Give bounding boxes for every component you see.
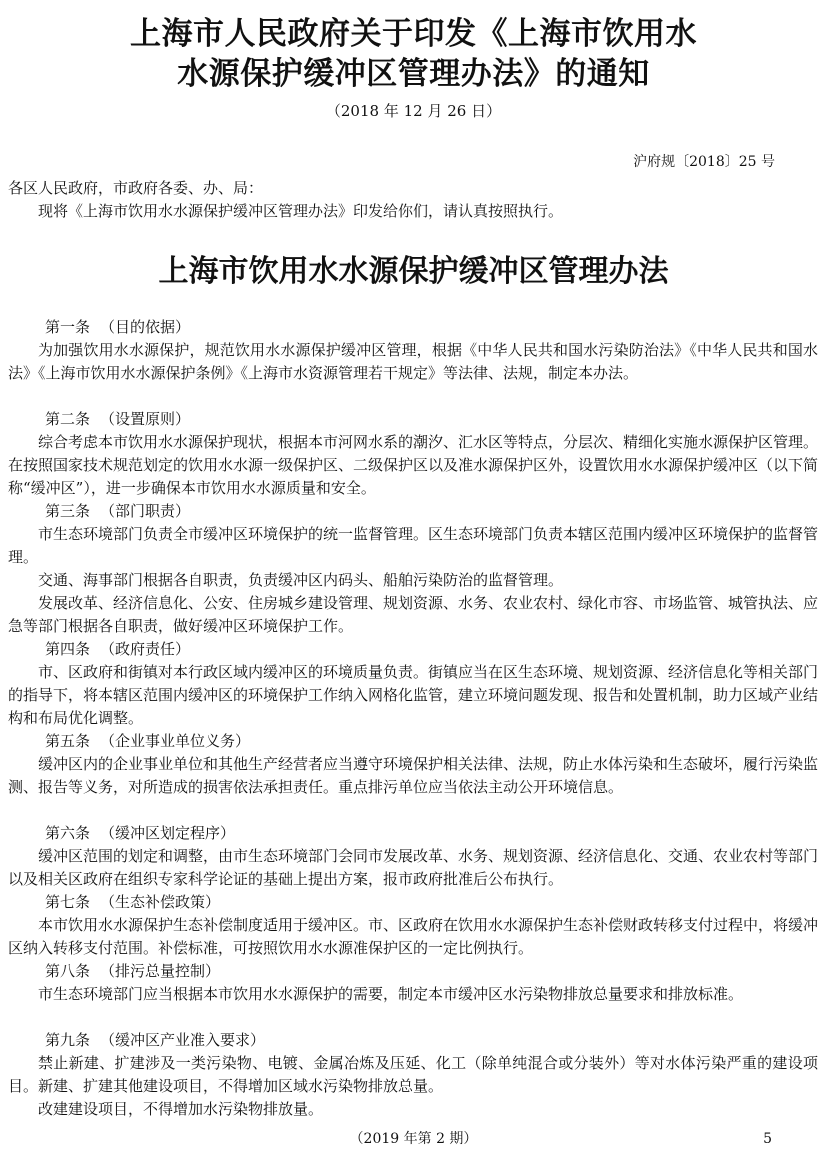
article-paragraph: 缓冲区范围的划定和调整，由市生态环境部门会同市发展改革、水务、规划资源、经济信息化、交通、农业农村等部门以及相关区政府在组织专家科学论证的基础上提出方案，报市政府批准后公布执行。 [8,847,819,888]
article-number: 第七条 [45,893,91,911]
article-paragraph: 本市饮用水水源保护生态补偿制度适用于缓冲区。市、区政府在饮用水水源保护生态补偿财政转移支付过程中，将缓冲区纳入转移支付范围。补偿标准，可按照饮用水水源准保护区的一定比例执行。 [8,916,819,957]
article-paragraph: 综合考虑本市饮用水水源保护现状，根据本市河网水系的潮汐、汇水区等特点，分层次、精细化实施水源保护区管理。在按照国家技术规范划定的饮用水水源一级保护区、二级保护区以及准水源保护区外，设置饮用水水源保护缓冲区（以下简称“缓冲区”），进一步确保本市饮用水水源质量和安全。 [8,433,819,497]
article-paragraph: 改建建设项目，不得增加水污染物排放量。 [38,1100,324,1118]
article-heading [45,891,220,914]
article-topic: （政府责任） [100,640,191,658]
article-paragraph: 缓冲区内的企业事业单位和其他生产经营者应当遵守环境保护相关法律、法规，防止水体污染和生态破坏，履行污染监测、报告等义务，对所造成的损害依法承担责任。重点排污单位应当依法主动公开环境信息。 [8,755,819,796]
article-number: 第九条 [45,1031,91,1049]
page-number: 5 [763,1131,772,1147]
article-paragraph: 交通、海事部门根据各自职责，负责缓冲区内码头、船舶污染防治的监督管理。 [38,571,564,589]
article-topic: （生态补偿政策） [100,893,221,911]
article-topic: （排污总量控制） [100,962,221,980]
article-heading [45,500,190,523]
article-heading [45,960,220,983]
article-number: 第三条 [45,502,91,520]
article-paragraph: 市生态环境部门应当根据本市饮用水水源保护的需要，制定本市缓冲区水污染物排放总量要求和排放标准。 [38,985,744,1003]
article-topic: （目的依据） [100,318,191,336]
article-number: 第一条 [45,318,91,336]
article-number: 第二条 [45,410,91,428]
article-topic: （缓冲区产业准入要求） [100,1031,266,1049]
article-heading [45,822,235,845]
article-number: 第六条 [45,824,91,842]
article-number: 第八条 [45,962,91,980]
footer-issue: （2019 年第 2 期） [349,1131,478,1147]
article-topic: （企业事业单位义务） [100,732,251,750]
document-number: 沪府规〔2018〕25 号 [633,154,775,170]
article-heading [45,730,250,753]
notice-title-line1: 上海市人民政府关于印发《上海市饮用水 [130,16,697,52]
notice-title [0,14,827,94]
article-paragraph: 发展改革、经济信息化、公安、住房城乡建设管理、规划资源、水务、农业农村、绿化市容、市场监管、城管执法、应急等部门根据各自职责，做好缓冲区环境保护工作。 [8,594,819,635]
article-paragraph: 市、区政府和街镇对本行政区域内缓冲区的环境质量负责。街镇应当在区生态环境、规划资源、经济信息化等相关部门的指导下，将本辖区范围内缓冲区的环境保护工作纳入网格化监管，建立环境问题发现、报告和处置机制，助力区域产业结构和布局优化调整。 [8,663,819,727]
notice-date: （2018 年 12 月 26 日） [325,102,502,120]
notice-title-line2: 水源保护缓冲区管理办法》的通知 [177,56,650,92]
notice-addressee: 各区人民政府，市政府各委、办、局： [8,179,264,197]
article-topic: （缓冲区划定程序） [100,824,236,842]
article-paragraph: 禁止新建、扩建涉及一类污染物、电镀、金属冶炼及压延、化工（除单纯混合或分装外）等对水体污染严重的建设项目。新建、扩建其他建设项目，不得增加区域水污染物排放总量。 [8,1054,818,1095]
notice-body: 现将《上海市饮用水水源保护缓冲区管理办法》印发给你们，请认真按照执行。 [38,202,564,220]
article-heading [45,316,190,339]
article-heading [45,408,190,431]
article-heading [45,1029,265,1052]
article-number: 第四条 [45,640,91,658]
article-topic: （设置原则） [100,410,191,428]
article-number: 第五条 [45,732,91,750]
regulation-title: 上海市饮用水水源保护缓冲区管理办法 [158,254,669,289]
article-paragraph: 为加强饮用水水源保护，规范饮用水水源保护缓冲区管理，根据《中华人民共和国水污染防治法》《中华人民共和国水法》《上海市饮用水水源保护条例》《上海市水资源管理若干规定》等法律、法规，制定本办法。 [8,341,818,382]
article-paragraph: 市生态环境部门负责全市缓冲区环境保护的统一监督管理。区生态环境部门负责本辖区范围内缓冲区环境保护的监督管理。 [8,525,819,566]
article-heading [45,638,190,661]
article-topic: （部门职责） [100,502,191,520]
